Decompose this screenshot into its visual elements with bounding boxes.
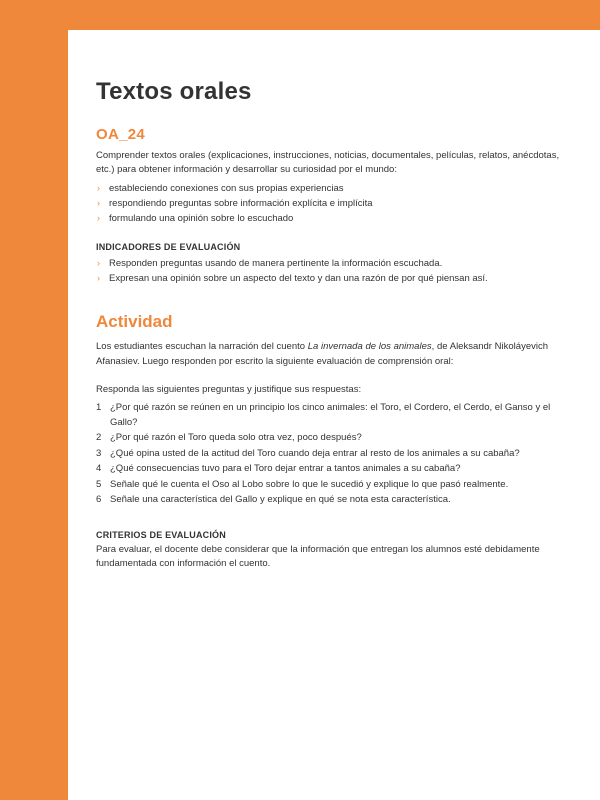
list-item: [96, 447, 560, 462]
question-number: 2: [96, 432, 102, 443]
indicators-list: [96, 256, 560, 286]
question-number: 6: [96, 494, 102, 505]
list-item-label: Responden preguntas usando de manera pertinente la información escuchada.: [109, 258, 443, 269]
activity-intro: [96, 340, 548, 369]
list-item-label: Expresan una opinión sobre un aspecto del texto y dan una razón de por qué piensan así.: [109, 273, 488, 284]
question-number: 1: [96, 402, 102, 413]
question-text: ¿Qué opina usted de la actitud del Toro cuando deja entrar al resto de los animales a su cabaña?: [110, 447, 520, 459]
question-number: 4: [96, 463, 102, 474]
question-text: ¿Por qué razón el Toro queda solo otra vez, poco después?: [110, 432, 362, 443]
list-item-label: estableciendo conexiones con sus propias experiencias: [109, 183, 344, 194]
list-item: [96, 256, 560, 271]
list-item: [96, 271, 560, 286]
question-text: Señale una característica del Gallo y explique en qué se nota esta característica.: [110, 494, 451, 505]
list-item-label: respondiendo preguntas sobre información explícita e implícita: [109, 198, 373, 209]
activity-intro-part1: Los estudiantes escuchan la narración del cuento: [96, 341, 308, 352]
question-text: Señale qué le cuenta el Oso al Lobo sobre lo que le sucedió y explique lo que pasó realmente.: [110, 478, 509, 490]
criteria-heading: CRITERIOS DE EVALUACIÓN: [96, 529, 226, 540]
document-content: [68, 30, 600, 572]
chevron-right-icon: ›: [97, 213, 100, 223]
activity-intro-part2: , de Aleksandr Nikoláyevich Afanasiev. Luego responden por escrito la siguiente evaluación de comprensión oral:: [96, 341, 549, 367]
activity-heading: Actividad: [96, 312, 173, 331]
chevron-right-icon: ›: [97, 183, 100, 193]
chevron-right-icon: ›: [97, 258, 100, 268]
objective-description: Comprender textos orales (explicaciones, instrucciones, noticias, documentales, películas, relatos, anécdotas, etc.) para obtener información y desarrollar su curiosidad por el mundo:: [96, 150, 560, 175]
list-item: [96, 401, 560, 430]
question-text: ¿Por qué razón se reúnen en un principio los cinco animales: el Toro, el Cordero, el Cerdo, el Ganso y el Gallo?: [110, 402, 551, 428]
list-item: [96, 462, 560, 477]
list-item-label: formulando una opinión sobre lo escuchado: [109, 213, 294, 224]
question-number: 5: [96, 478, 102, 490]
criteria-text: Para evaluar, el docente debe considerar que la información que entregan los alumnos esté debidamente fundamentada con información el cuento.: [96, 543, 540, 569]
activity-intro-title: La invernada de los animales: [307, 341, 432, 352]
questions-list: [96, 401, 560, 508]
question-number: 3: [96, 447, 102, 459]
question-text: ¿Qué consecuencias tuvo para el Toro dejar entrar a tantos animales a su cabaña?: [110, 463, 461, 474]
list-item: [96, 181, 560, 196]
objective-code: OA_24: [96, 126, 146, 143]
list-item: [96, 431, 560, 446]
questions-prompt: Responda las siguientes preguntas y justifique sus respuestas:: [96, 384, 362, 395]
chevron-right-icon: ›: [97, 198, 100, 208]
list-item: [96, 478, 560, 493]
indicators-heading: INDICADORES DE EVALUACIÓN: [96, 242, 241, 252]
list-item: [96, 196, 560, 211]
list-item: [96, 211, 560, 226]
list-item: [96, 493, 560, 508]
objective-bullet-list: [96, 181, 560, 226]
chevron-right-icon: ›: [97, 273, 100, 283]
page-title: Textos orales: [96, 78, 252, 105]
document-page: [68, 30, 600, 800]
